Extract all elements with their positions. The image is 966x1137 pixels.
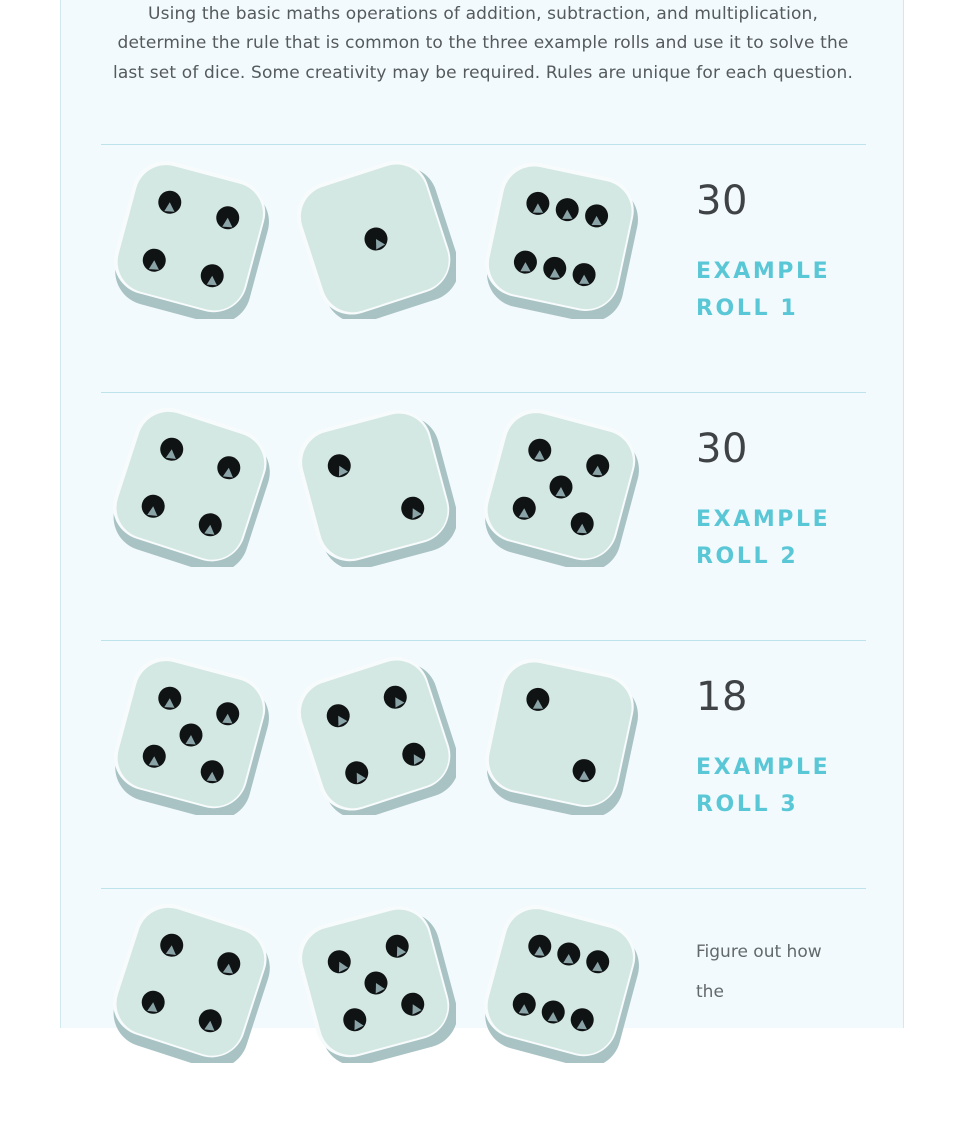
die [296, 655, 456, 815]
roll-label: EXAMPLE ROLL 2 [696, 507, 831, 569]
roll-result: 30 [696, 426, 748, 472]
die [296, 159, 456, 319]
die [481, 159, 641, 319]
die [296, 407, 456, 567]
die [111, 655, 271, 815]
roll-label: EXAMPLE ROLL 1 [696, 259, 831, 321]
die [111, 407, 271, 567]
question-roll [101, 889, 866, 1137]
die [111, 159, 271, 319]
example-roll-2 [101, 393, 866, 641]
roll-label: EXAMPLE ROLL 3 [696, 755, 831, 817]
die [111, 903, 271, 1063]
intro-text: Using the basic maths operations of addition, subtraction, and multiplication, determine the rule that is common to the three example rolls and use it to solve the last set of dice. Some creativity may be required. Rules are unique for each question. [112, 4, 854, 83]
example-roll-1 [101, 145, 866, 393]
die [296, 903, 456, 1063]
roll-result: 18 [696, 674, 748, 720]
puzzle-panel [60, 0, 904, 1028]
example-roll-3 [101, 641, 866, 889]
question-text: Figure out how the [696, 942, 822, 1002]
roll-result: 30 [696, 178, 748, 224]
die [481, 655, 641, 815]
die [481, 903, 641, 1063]
die [481, 407, 641, 567]
